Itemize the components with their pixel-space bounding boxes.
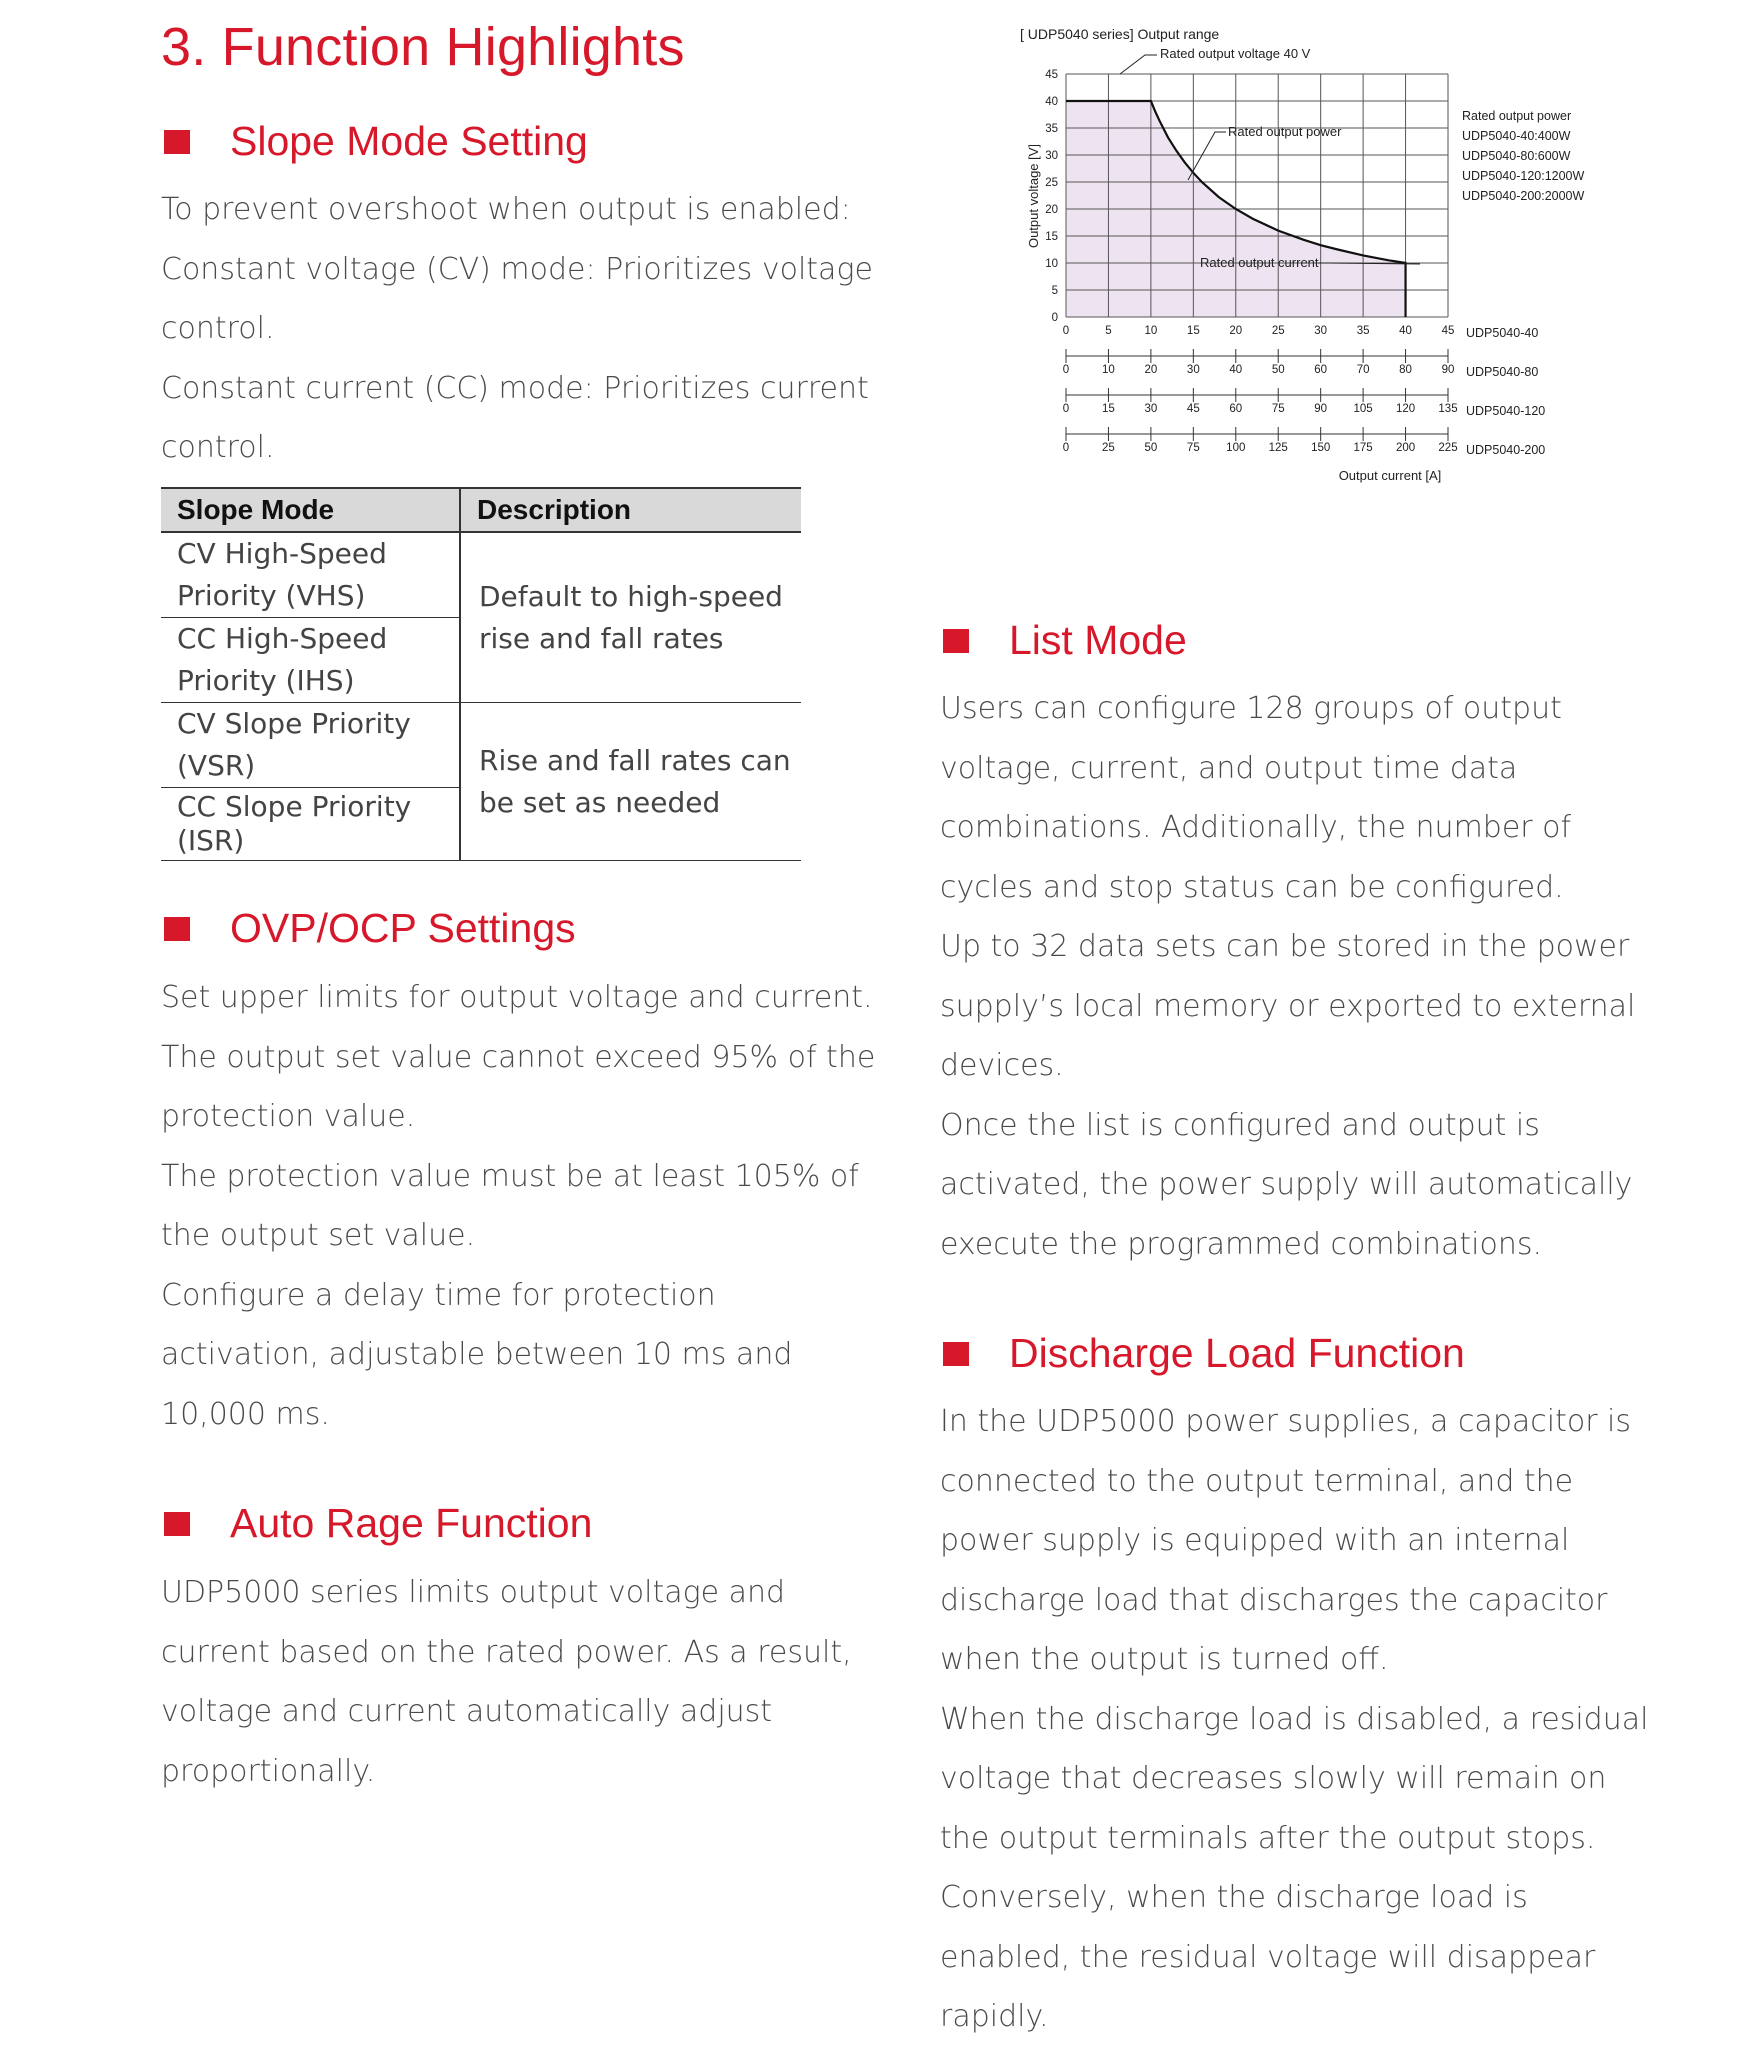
- mode-cell: [161, 618, 460, 703]
- x-tick-label: 40: [1229, 364, 1243, 376]
- text-line: the output terminals after the output stops.: [940, 1820, 1596, 1856]
- text-line: When the discharge load is disabled, a residual: [940, 1701, 1649, 1737]
- x-tick-label: 40: [1399, 325, 1412, 337]
- text-line: Once the list is configured and output is: [940, 1107, 1540, 1143]
- section-heading: Discharge Load Function: [1009, 1330, 1465, 1376]
- mode-cell: [161, 532, 460, 618]
- description-line: Rise and fall rates can: [479, 743, 791, 777]
- description-line: Default to high-speed: [479, 579, 783, 613]
- section-auto-range: [164, 1500, 592, 1547]
- description-line: be set as needed: [479, 785, 721, 819]
- section-heading: Auto Rage Function: [230, 1500, 593, 1546]
- x-tick-label: 0: [1062, 403, 1070, 415]
- x-tick-label: 175: [1353, 442, 1373, 454]
- text-line: control.: [161, 311, 275, 346]
- y-tick-label: 0: [1051, 312, 1058, 324]
- y-tick-label: 15: [1045, 231, 1058, 243]
- table-row: [161, 532, 801, 618]
- legend-item: UDP5040-40:400W: [1462, 129, 1571, 143]
- x-tick-label: 75: [1186, 442, 1200, 454]
- text-line: current based on the rated power. As a result,: [161, 1634, 852, 1670]
- description-cell: [460, 703, 801, 861]
- mode-name: CV High-Speed: [177, 537, 387, 570]
- x-tick-label: 45: [1441, 325, 1455, 337]
- text-line: the output set value.: [161, 1218, 476, 1253]
- x-tick-label: 30: [1186, 364, 1200, 376]
- x-tick-label: 5: [1105, 325, 1112, 337]
- y-tick-label: 5: [1051, 285, 1058, 297]
- x-tick-label: 135: [1438, 403, 1458, 415]
- text-line: Up to 32 data sets can be stored in the power: [940, 929, 1630, 964]
- x-tick-label: 0: [1062, 442, 1070, 454]
- text-line: combinations. Additionally, the number of: [940, 810, 1572, 845]
- text-line: protection value.: [161, 1099, 416, 1134]
- section-heading: List Mode: [1009, 617, 1187, 663]
- section-ovp-ocp: [164, 905, 576, 952]
- text-line: Conversely, when the discharge load is: [940, 1880, 1528, 1915]
- text-line: proportionally.: [161, 1753, 376, 1789]
- table-header-description: Description: [460, 488, 801, 532]
- page-title: 3. Function Highlights: [161, 17, 685, 77]
- mode-code: (VSR): [177, 749, 256, 782]
- text-line: execute the programmed combinations.: [940, 1226, 1543, 1262]
- legend-title: Rated output power: [1462, 109, 1572, 123]
- text-line: activated, the power supply will automatically: [940, 1167, 1633, 1202]
- x-tick-label: 75: [1271, 403, 1285, 415]
- x-tick-label: 225: [1438, 442, 1458, 454]
- x-tick-label: 0: [1062, 325, 1070, 337]
- text-line: cycles and stop status can be configured.: [940, 869, 1564, 905]
- y-tick-label: 25: [1045, 177, 1058, 189]
- text-line: Configure a delay time for protection: [161, 1277, 716, 1313]
- mode-cell: [161, 788, 460, 861]
- text-line: voltage and current automatically adjust: [161, 1694, 773, 1729]
- annotation-rated-current: Rated output current: [1200, 255, 1319, 270]
- list-paragraph: [940, 679, 1635, 1274]
- x-tick-label: 60: [1229, 403, 1243, 415]
- text-line: voltage that decreases slowly will remain on: [940, 1761, 1607, 1796]
- mode-code: Priority (VHS): [177, 579, 366, 612]
- x-tick-label: 100: [1226, 442, 1246, 454]
- alt-axis-model-label: UDP5040-40: [1466, 326, 1539, 340]
- y-tick-label: 40: [1045, 96, 1058, 108]
- text-line: connected to the output terminal, and the: [940, 1463, 1574, 1499]
- text-line: Constant voltage (CV) mode: Prioritizes voltage: [161, 251, 873, 287]
- x-tick-label: 20: [1229, 325, 1243, 337]
- mode-name: CV Slope Priority: [177, 707, 411, 740]
- x-tick-label: 90: [1314, 403, 1328, 415]
- x-tick-label: 20: [1144, 364, 1158, 376]
- ovp-paragraph: [161, 968, 875, 1444]
- y-axis-label: Output voltage [V]: [1026, 143, 1041, 249]
- text-line: 10,000 ms.: [161, 1396, 330, 1432]
- text-line: UDP5000 series limits output voltage and: [161, 1575, 786, 1610]
- table-row: [161, 703, 801, 788]
- auto-paragraph: [161, 1563, 852, 1801]
- slope-paragraph: [161, 180, 873, 478]
- x-tick-label: 90: [1441, 364, 1455, 376]
- section-discharge-load: [943, 1330, 1465, 1377]
- text-line: voltage, current, and output time data: [940, 750, 1518, 786]
- x-tick-label: 70: [1356, 364, 1370, 376]
- text-line: The output set value cannot exceed 95% of the: [161, 1039, 876, 1075]
- mode-cell: [161, 703, 460, 788]
- bullet-square-icon: [164, 917, 190, 941]
- annotation-rated-voltage: Rated output voltage 40 V: [1160, 46, 1311, 61]
- bullet-square-icon: [164, 1512, 190, 1536]
- mode-code: (ISR): [177, 824, 245, 857]
- legend-item: UDP5040-80:600W: [1462, 149, 1571, 163]
- x-tick-label: 35: [1356, 325, 1370, 337]
- x-tick-label: 50: [1271, 364, 1285, 376]
- alt-axis-model-label: UDP5040-80: [1466, 365, 1539, 379]
- output-range-chart: [1010, 24, 1620, 494]
- discharge-paragraph: [940, 1392, 1648, 2047]
- x-tick-label: 15: [1186, 325, 1200, 337]
- mode-name: CC Slope Priority: [177, 790, 412, 823]
- bullet-square-icon: [943, 629, 969, 653]
- y-tick-label: 35: [1045, 123, 1058, 135]
- x-tick-label: 80: [1399, 364, 1412, 376]
- slope-mode-table: [161, 487, 801, 861]
- x-tick-label: 150: [1311, 442, 1331, 454]
- text-line: devices.: [940, 1048, 1064, 1083]
- legend-item: UDP5040-120:1200W: [1462, 169, 1585, 183]
- text-line: Set upper limits for output voltage and current.: [161, 980, 873, 1015]
- legend-item: UDP5040-200:2000W: [1462, 189, 1585, 203]
- bullet-square-icon: [164, 130, 190, 154]
- text-line: activation, adjustable between 10 ms and: [161, 1337, 793, 1372]
- annotation-leader-voltage: [1120, 55, 1157, 74]
- x-tick-label: 30: [1314, 325, 1328, 337]
- x-tick-label: 0: [1062, 364, 1070, 376]
- x-axis-label: Output current [A]: [1338, 468, 1442, 483]
- x-tick-label: 60: [1314, 364, 1328, 376]
- section-list-mode: [943, 617, 1187, 664]
- text-line: The protection value must be at least 105% of: [161, 1158, 859, 1194]
- x-tick-label: 105: [1353, 403, 1373, 415]
- text-line: discharge load that discharges the capacitor: [940, 1582, 1608, 1618]
- x-tick-label: 25: [1102, 442, 1115, 454]
- section-heading: OVP/OCP Settings: [230, 905, 576, 951]
- text-line: In the UDP5000 power supplies, a capacitor is: [940, 1404, 1632, 1439]
- alt-axis-model-label: UDP5040-120: [1466, 404, 1546, 418]
- text-line: enabled, the residual voltage will disappear: [940, 1939, 1596, 1975]
- y-tick-label: 30: [1045, 150, 1058, 162]
- x-tick-label: 120: [1395, 403, 1416, 415]
- x-tick-label: 125: [1268, 442, 1288, 454]
- section-slope-mode: [164, 118, 588, 165]
- mode-code: Priority (IHS): [177, 664, 355, 697]
- text-line: Constant current (CC) mode: Prioritizes current: [161, 370, 869, 406]
- description-line: rise and fall rates: [479, 621, 724, 655]
- x-tick-label: 30: [1144, 403, 1158, 415]
- chart-title: [ UDP5040 series] Output range: [1020, 26, 1220, 42]
- x-tick-label: 10: [1144, 325, 1158, 337]
- y-tick-label: 10: [1045, 258, 1058, 270]
- text-line: rapidly.: [940, 1999, 1049, 2034]
- x-tick-label: 45: [1186, 403, 1200, 415]
- section-heading: Slope Mode Setting: [230, 118, 588, 164]
- x-tick-label: 25: [1271, 325, 1285, 337]
- x-tick-label: 200: [1395, 442, 1416, 454]
- mode-name: CC High-Speed: [177, 622, 388, 655]
- x-tick-label: 50: [1144, 442, 1158, 454]
- text-line: when the output is turned off.: [940, 1642, 1389, 1677]
- x-tick-label: 10: [1102, 364, 1115, 376]
- y-tick-label: 45: [1045, 69, 1058, 81]
- alt-axis-model-label: UDP5040-200: [1466, 443, 1546, 457]
- description-cell: [460, 532, 801, 703]
- annotation-rated-power: Rated output power: [1228, 124, 1342, 139]
- text-line: control.: [161, 430, 275, 465]
- text-line: Users can configure 128 groups of output: [940, 691, 1562, 726]
- text-line: To prevent overshoot when output is enabled:: [161, 192, 851, 227]
- bullet-square-icon: [943, 1342, 969, 1366]
- text-line: supply’s local memory or exported to external: [940, 988, 1636, 1024]
- y-tick-label: 20: [1045, 204, 1058, 216]
- text-line: power supply is equipped with an internal: [940, 1523, 1570, 1558]
- x-tick-label: 15: [1102, 403, 1115, 415]
- table-header-slope-mode: Slope Mode: [161, 488, 460, 532]
